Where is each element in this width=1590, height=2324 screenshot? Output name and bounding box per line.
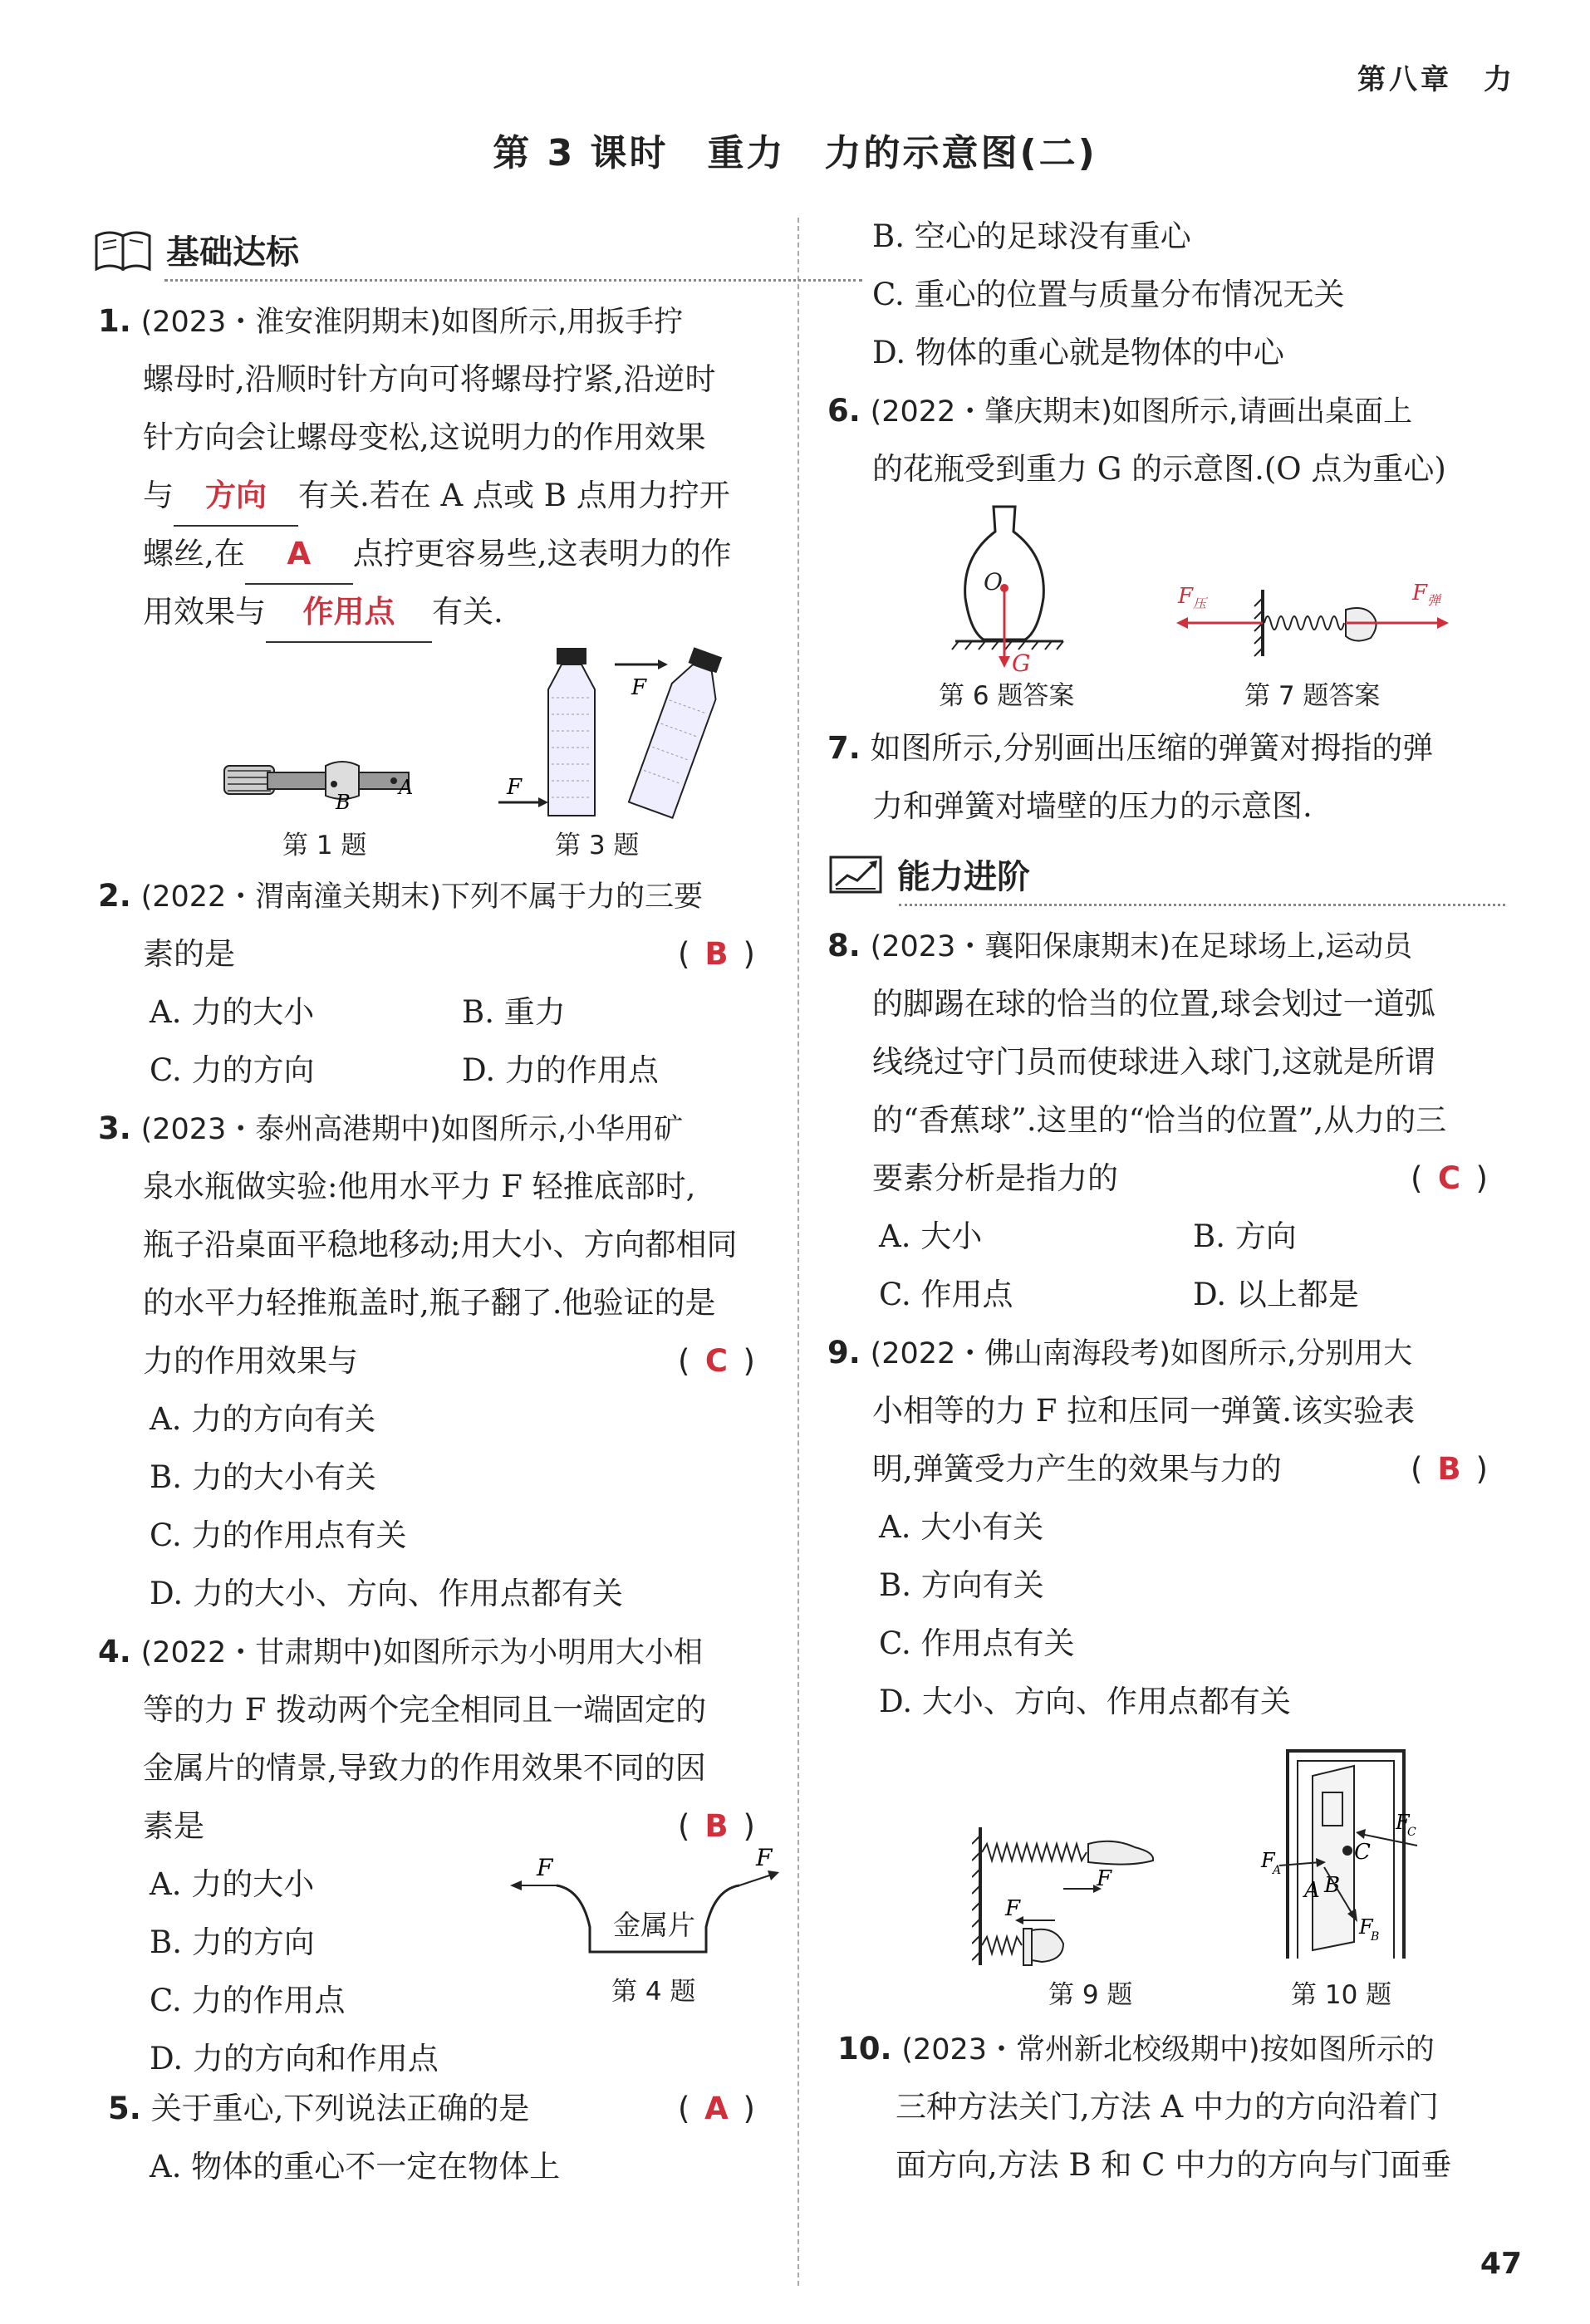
figure-10-door [1254,1743,1437,1967]
page-number: 47 [1480,2247,1522,2281]
q3-line1 [98,1100,683,1159]
q3-number: 3. [98,1111,131,1146]
q4-option-a: A. 力的大小 [150,1866,315,1902]
q5-answer: A [704,2091,729,2126]
svg-text:F: F [1396,1811,1410,1834]
q10-line1 [837,2020,1435,2079]
q2-option-d: D. 力的作用点 [462,1052,659,1088]
svg-text:压: 压 [1193,596,1207,611]
q7-line2: 力和弹簧对墙壁的压力的示意图. [872,788,1313,824]
q9-option-d: D. 大小、方向、作用点都有关 [879,1684,1291,1719]
q5-option-a: A. 物体的重心不一定在物体上 [150,2149,561,2184]
section-basic-rule [164,279,862,282]
svg-text:F: F [1097,1866,1112,1891]
q1-number: 1. [98,303,131,339]
q5-number: 5. [108,2091,141,2126]
q2-number: 2. [98,878,131,914]
q9-answer-bracket: ( B ) [1411,1440,1488,1498]
q8-option-b: B. 方向 [1193,1218,1297,1254]
q4-line1 [98,1623,703,1682]
figure-3-bottles [482,640,748,822]
q7-text-1: 如图所示,分别画出压缩的弹簧对拇指的弹 [870,730,1434,766]
column-divider [797,218,799,2286]
q4-answer-bracket: ( B ) [678,1797,755,1856]
svg-text:F: F [537,1854,553,1881]
q1-text-1: (2023・淮安淮阴期末)如图所示,用扳手拧 [140,306,684,339]
svg-text:F: F [1261,1849,1275,1872]
q8-line1 [827,917,1412,976]
figure-4-metal-sheet [507,1844,781,1960]
svg-text:C: C [1407,1826,1416,1839]
q10-text-1: (2023・常州新北校级期中)按如图所示的 [901,2033,1435,2067]
figure-1-caption: 第 1 题 [282,831,367,860]
q3-option-b: B. 力的大小有关 [150,1459,376,1495]
q5-line1 [108,2080,529,2138]
q4-option-b: B. 力的方向 [150,1924,315,1960]
svg-text:弹: 弹 [1427,592,1441,608]
q1-line6 [143,583,503,643]
q2-option-a: A. 力的大小 [150,994,315,1030]
q3-option-c: C. 力的作用点有关 [150,1517,407,1553]
figure-4-label: 金属片 [613,1909,695,1941]
q3-line3: 瓶子沿桌面平稳地移动;用大小、方向都相同 [143,1227,738,1263]
q8-line3: 线绕过守门员而使球进入球门,这就是所谓 [872,1044,1435,1080]
q1-answer-3: 作用点 [266,583,432,643]
q5-option-c: C. 重心的位置与质量分布情况无关 [872,277,1345,312]
q4-line4: 素是 [143,1808,204,1844]
q4-option-d: D. 力的方向和作用点 [150,2041,439,2076]
q4-text-1: (2022・甘肃期中)如图所示为小明用大小相 [140,1636,703,1669]
q2-answer-bracket: ( B ) [678,925,755,983]
svg-text:O: O [984,568,1003,596]
q1-text-6b: 有关. [432,594,503,630]
q5-option-d: D. 物体的重心就是物体的中心 [872,335,1284,370]
svg-text:F: F [1178,584,1194,609]
q9-line3: 明,弹簧受力产生的效果与力的 [872,1451,1282,1487]
figure-6-vase [947,498,1072,681]
chart-icon [827,852,886,897]
q9-line2: 小相等的力 F 拉和压同一弹簧.该实验表 [872,1393,1415,1429]
q1-answer-1: 方向 [174,467,298,527]
svg-text:F: F [1359,1915,1373,1939]
chapter-label: 第八章 力 [1357,63,1515,96]
svg-text:A: A [1304,1878,1320,1903]
figure-9-caption: 第 9 题 [1048,1980,1133,2010]
svg-text:F: F [756,1844,773,1871]
q8-option-a: A. 大小 [879,1218,983,1254]
q4-number: 4. [98,1634,131,1669]
q9-option-a: A. 大小有关 [879,1509,1044,1545]
figure-6-caption: 第 6 题答案 [939,681,1075,711]
section-advanced-title: 能力进阶 [897,858,1030,896]
q2-line1 [98,867,703,926]
book-icon [93,228,155,272]
q1-text-5a: 螺丝,在 [143,536,245,571]
q4-line3: 金属片的情景,导致力的作用效果不同的因 [143,1750,706,1786]
q6-line2: 的花瓶受到重力 G 的示意图.(O 点为重心) [872,451,1446,487]
figure-7-caption: 第 7 题答案 [1244,681,1381,711]
q5-text-1: 关于重心,下列说法正确的是 [150,2091,530,2126]
figure-1-wrench [218,748,434,814]
svg-text:B: B [336,791,351,814]
svg-text:F: F [1412,581,1428,606]
q8-text-1: (2023・襄阳保康期末)在足球场上,运动员 [870,930,1413,963]
figure-10-caption: 第 10 题 [1291,1980,1392,2010]
q9-text-1: (2022・佛山南海段考)如图所示,分别用大 [870,1337,1413,1370]
q1-line3: 针方向会让螺母变松,这说明力的作用效果 [143,419,706,455]
q8-line4: 的“香蕉球”.这里的“恰当的位置”,从力的三 [872,1102,1447,1138]
q6-number: 6. [827,393,861,429]
q8-option-c: C. 作用点 [879,1277,1013,1312]
q8-line2: 的脚踢在球的恰当的位置,球会划过一道弧 [872,986,1435,1022]
section-advanced [827,851,1030,898]
svg-text:F: F [631,675,647,700]
q2-text-1: (2022・渭南潼关期末)下列不属于力的三要 [140,880,703,914]
q8-answer-bracket: ( C ) [1411,1150,1488,1208]
svg-text:F: F [507,775,523,800]
q10-line2: 三种方法关门,方法 A 中力的方向沿着门 [896,2089,1440,2125]
q3-option-a: A. 力的方向有关 [150,1401,376,1437]
q1-text-4a: 与 [143,478,174,513]
q1-text-4b: 有关.若在 A 点或 B 点用力拧开 [298,478,730,513]
q1-text-5b: 点拧更容易些,这表明力的作 [352,536,732,571]
q9-option-b: B. 方向有关 [879,1567,1044,1603]
q10-line3: 面方向,方法 B 和 C 中力的方向与门面垂 [896,2147,1452,2183]
q3-line2: 泉水瓶做实验:他用水平力 F 轻推底部时, [143,1169,696,1204]
q4-line2: 等的力 F 拨动两个完全相同且一端固定的 [143,1692,707,1728]
q8-line5: 要素分析是指力的 [872,1160,1118,1196]
q2-option-b: B. 重力 [462,994,566,1030]
q3-answer-bracket: ( C ) [678,1332,755,1390]
q9-number: 9. [827,1335,861,1370]
q8-option-d: D. 以上都是 [1193,1277,1359,1312]
q4-answer: B [704,1808,729,1844]
q3-line4: 的水平力轻推瓶盖时,瓶子翻了.他验证的是 [143,1285,716,1321]
section-advanced-rule [899,904,1505,906]
q2-line2: 素的是 [143,936,235,972]
q1-answer-2: A [245,525,353,585]
q1-text-6a: 用效果与 [143,594,266,630]
q5-answer-bracket: ( A ) [678,2080,755,2138]
q4-option-c: C. 力的作用点 [150,1983,346,2018]
q6-text-1: (2022・肇庆期末)如图所示,请画出桌面上 [870,395,1413,429]
svg-text:C: C [1354,1840,1371,1865]
svg-text:F: F [1005,1896,1021,1921]
q2-option-c: C. 力的方向 [150,1052,315,1088]
figure-7-spring [1171,573,1454,664]
q9-option-c: C. 作用点有关 [879,1625,1075,1661]
svg-text:B: B [1324,1873,1341,1898]
q3-line5: 力的作用效果与 [143,1343,358,1379]
figure-9-spring [972,1819,1196,1969]
q1-line2: 螺母时,沿顺时针方向可将螺母拧紧,沿逆时 [143,361,716,397]
q6-line1 [827,382,1412,441]
q8-number: 8. [827,928,861,963]
q7-number: 7. [827,730,861,766]
svg-text:B: B [1371,1930,1380,1944]
svg-text:G: G [1012,650,1031,677]
q5-option-b: B. 空心的足球没有重心 [872,218,1191,254]
q3-answer: C [704,1343,729,1379]
q3-text-1: (2023・泰州高港期中)如图所示,小华用矿 [140,1113,684,1146]
svg-text:A: A [399,776,414,799]
q1-line1 [98,292,683,351]
section-basic-title: 基础达标 [166,233,299,272]
q8-answer: C [1437,1160,1461,1196]
figure-3-caption: 第 3 题 [555,831,640,860]
lesson-title: 第 3 课时 重力 力的示意图(二) [493,132,1097,174]
q9-line1 [827,1324,1412,1383]
q2-answer: B [704,936,729,972]
figure-4-caption: 第 4 题 [611,1977,696,2007]
q9-answer: B [1437,1451,1461,1487]
q3-option-d: D. 力的大小、方向、作用点都有关 [150,1576,623,1611]
q10-number: 10. [837,2031,892,2067]
section-basic [93,226,299,273]
q1-line5 [143,525,732,585]
svg-text:A: A [1273,1864,1282,1877]
q1-line4 [143,467,730,527]
q7-line1 [827,719,1433,777]
